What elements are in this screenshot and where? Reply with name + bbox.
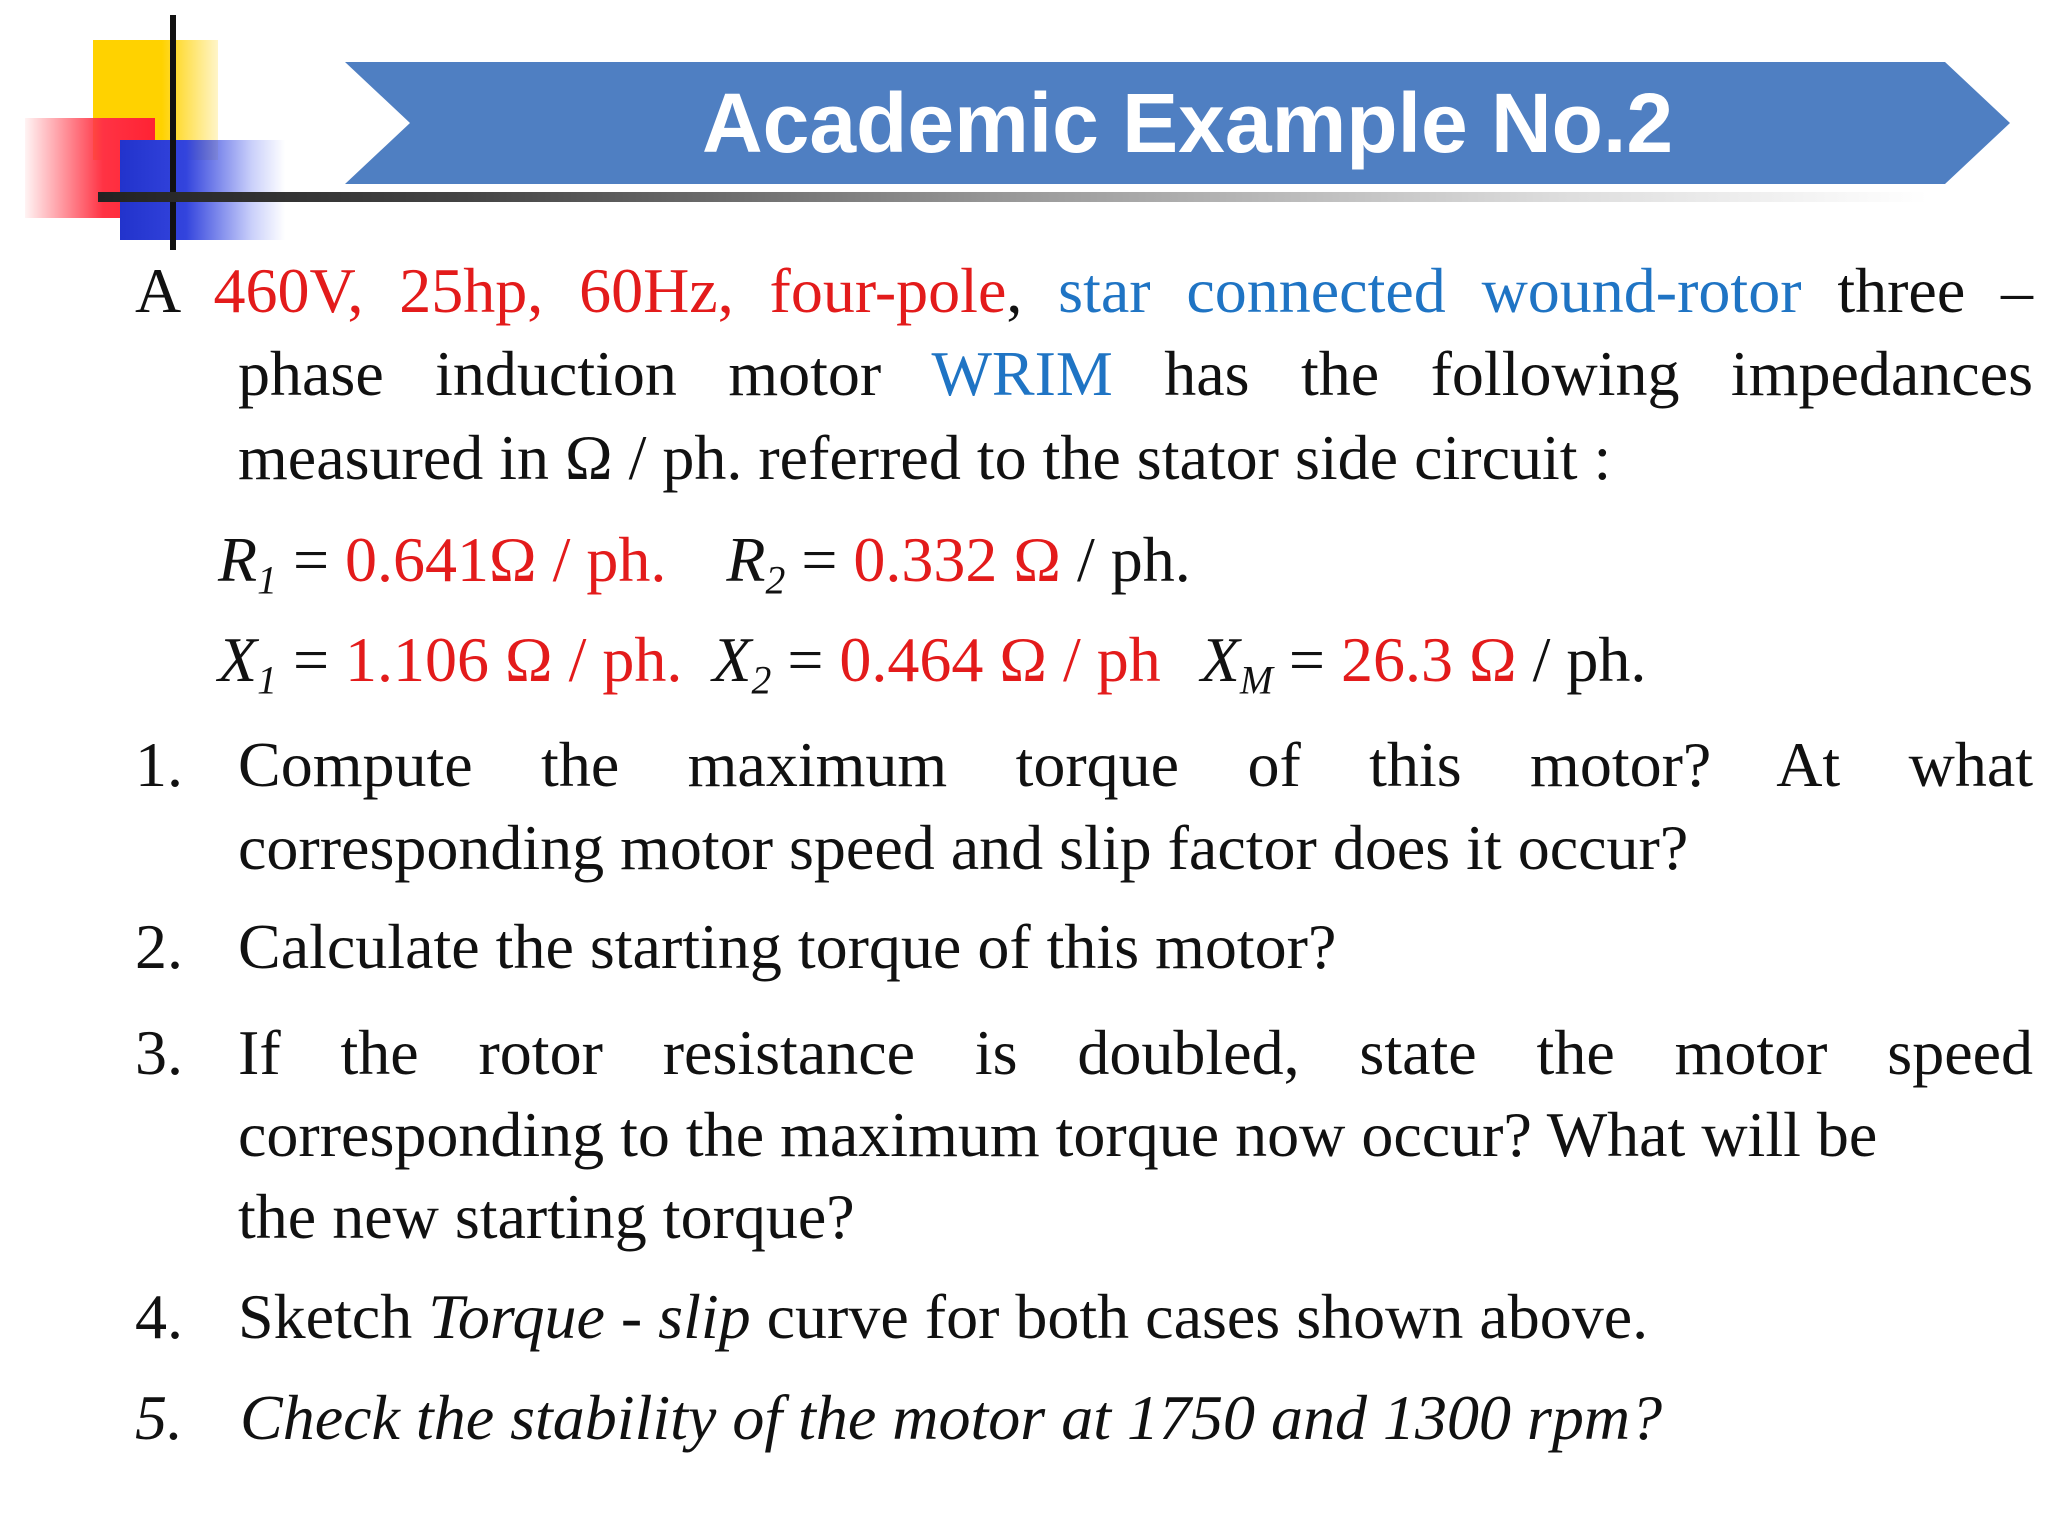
question-1-number: 1. (135, 729, 183, 800)
question-4-line-1: Sketch Torque - slip curve for both cases shown above. (238, 1281, 1649, 1352)
question-3-line-1: If the rotor resistance is doubled, state the motor speed (238, 1017, 2033, 1088)
connection-type: star connected wound-rotor (1058, 255, 1802, 326)
page-title: Academic Example No.2 (701, 76, 1674, 170)
xm-value: 26.3 Ω (1341, 624, 1517, 695)
intro-line-2: phase induction motor WRIM has the following impedances (238, 338, 2034, 409)
question-3-line-3: the new starting torque? (238, 1181, 855, 1252)
x1-value: 1.106 Ω / ph. (345, 624, 683, 695)
intro-line-1: A 460V, 25hp, 60Hz, four-pole, star connected wound-rotor three – (135, 255, 2034, 326)
question-2-number: 2. (135, 911, 183, 982)
motor-specs: 460V, 25hp, 60Hz, four-pole (213, 255, 1007, 326)
title-underline (98, 192, 1928, 202)
question-3-number: 3. (135, 1017, 183, 1088)
question-2-line-1: Calculate the starting torque of this motor? (238, 911, 1337, 982)
question-1-line-2: corresponding motor speed and slip factor does it occur? (238, 812, 1689, 883)
impedance-line-x: $X_1 = 1.106$ Ω / ph. $X_2 = 0.464$ Ω / ph $X_M = 26.3$ Ω / ph. (218, 624, 1647, 703)
x2-value: 0.464 Ω / ph (839, 624, 1161, 695)
question-4-number: 4. (135, 1281, 183, 1352)
logo-blue-square (120, 140, 285, 240)
logo-vertical-line (170, 15, 176, 250)
r1-value: 0.641Ω / ph. (345, 524, 667, 595)
motor-abbreviation: WRIM (931, 338, 1113, 409)
torque-slip-term: Torque - slip (428, 1281, 751, 1352)
r2-value: 0.332 Ω (853, 524, 1061, 595)
question-5-number: 5. (135, 1382, 183, 1453)
question-3-line-2: corresponding to the maximum torque now occur? What will be (238, 1099, 1878, 1170)
impedance-line-r: $R_1 = 0.641\Omega$ / ph. $R_2 = 0.332$ Ω / ph. (218, 524, 1191, 603)
question-5-line-1: Check the stability of the motor at 1750 and 1300 rpm? (240, 1382, 1663, 1453)
question-1-line-1: Compute the maximum torque of this motor? At what (238, 729, 2033, 800)
intro-line-3: measured in Ω / ph. referred to the stator side circuit : (238, 422, 1612, 493)
